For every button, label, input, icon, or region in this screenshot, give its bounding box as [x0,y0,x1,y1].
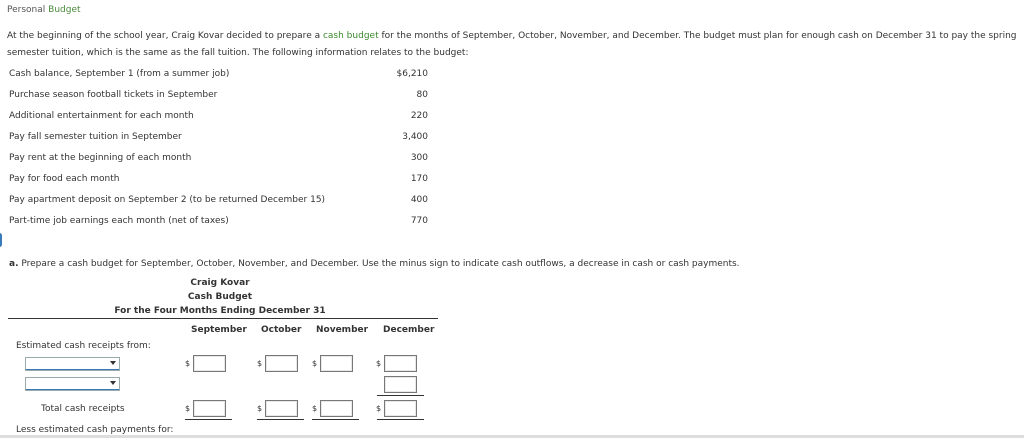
info-row [9,216,434,237]
currency-symbol: $ [185,359,191,368]
chevron-down-icon [110,361,116,365]
column-header-october: October [261,325,302,335]
currency-symbol: $ [312,359,318,368]
budget-info-table [9,69,434,237]
scroll-marker [0,233,2,247]
cash-budget-link[interactable]: cash budget [322,31,379,41]
info-row [9,90,434,111]
info-label: Part-time job earnings each month (net of taxes) [9,216,229,226]
budget-owner-name: Craig Kovar [190,278,250,288]
currency-symbol: $ [185,404,191,413]
currency-symbol: $ [312,404,318,413]
currency-symbol: $ [376,359,382,368]
payments-section-label: Less estimated cash payments for: [16,425,174,435]
info-row [9,153,434,174]
info-value: $6,210 [396,69,428,79]
info-value: 80 [416,90,428,100]
info-row [9,111,434,132]
currency-symbol: $ [376,404,382,413]
total-receipts-september-input[interactable] [193,400,226,417]
currency-symbol: $ [257,359,263,368]
header-divider [8,318,438,319]
breadcrumb-category: Personal [7,5,46,15]
info-row [9,174,434,195]
info-label: Pay rent at the beginning of each month [9,153,192,163]
column-header-december: December [383,325,435,335]
column-header-november: November [316,325,369,335]
info-row [9,69,434,90]
info-label: Pay apartment deposit on September 2 (to be returned December 15) [9,195,326,205]
info-value: 770 [410,216,428,226]
info-row [9,132,434,153]
receipts-section-label: Estimated cash receipts from: [16,341,151,351]
chevron-down-icon [110,381,116,385]
total-underline [185,419,232,420]
info-label: Pay fall semester tuition in September [9,132,182,142]
info-label: Purchase season football tickets in September [9,90,218,100]
budget-period: For the Four Months Ending December 31 [114,306,326,316]
total-underline [257,419,304,420]
currency-symbol: $ [257,404,263,413]
receipt-1-october-input[interactable] [265,355,298,372]
receipt-1-september-input[interactable] [193,355,226,372]
receipt-2-december-input[interactable] [384,376,417,393]
receipt-1-december-input[interactable] [384,355,417,372]
column-header-september: September [191,325,247,335]
budget-title: Cash Budget [187,292,253,302]
question-a [9,259,740,269]
problem-intro [7,28,1019,62]
total-receipts-december-input[interactable] [384,400,417,417]
breadcrumb [7,5,81,15]
intro-text-1: At the beginning of the school year, Craig Kovar decided to prepare a [7,31,323,41]
intro-text-2: for the months of September, October, November, and December. The budget must plan for enough cash on December 31 to pay the spring semester tuition, which is the same as the fall tuition. The following information relates to the budget: [7,31,1017,58]
receipt-source-select-1[interactable] [25,357,120,371]
info-value: 300 [410,153,428,163]
question-text: Prepare a cash budget for September, October, November, and December. Use the minus sign to indicate cash outflows, a decrease in cash or cash payments. [21,259,740,269]
info-value: 220 [410,111,428,121]
receipt-source-select-2[interactable] [25,377,120,391]
info-row [9,195,434,216]
total-underline [312,419,359,420]
info-value: 400 [410,195,428,205]
info-value: 170 [410,174,428,184]
info-label: Additional entertainment for each month [9,111,194,121]
info-label: Pay for food each month [9,174,120,184]
breadcrumb-topic: Budget [48,5,81,15]
info-value: 3,400 [402,132,428,142]
total-receipts-label: Total cash receipts [41,404,125,414]
total-underline [377,419,424,420]
info-label: Cash balance, September 1 (from a summer job) [9,69,230,79]
subtotal-underline [377,395,424,396]
total-receipts-november-input[interactable] [320,400,353,417]
receipt-1-november-input[interactable] [320,355,353,372]
total-receipts-october-input[interactable] [265,400,298,417]
question-letter: a. [9,259,19,269]
